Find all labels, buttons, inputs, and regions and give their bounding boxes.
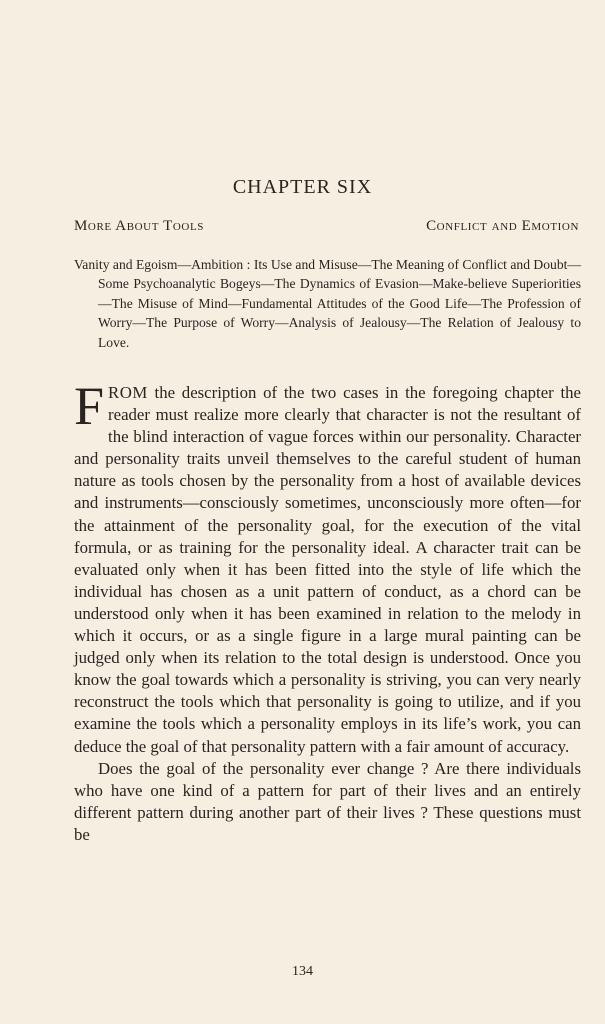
body-text [74, 376, 581, 846]
running-head-left: More About Tools [74, 218, 205, 234]
paragraph-2: Does the goal of the personality ever change ? Are there individuals who have one kind of a pattern for part of their lives and an entirely different pattern during another part of their lives ? These questions must be [74, 758, 581, 844]
first-word-rest: ROM [108, 383, 148, 402]
paragraph-1 [74, 376, 581, 758]
page-number: 134 [292, 964, 313, 979]
running-head-right: Conflict and Emotion [426, 218, 579, 234]
paragraph-1-text: the description of the two cases in the foregoing chapter the reader must realize more clearly that character is not the resultant of the blind interaction of vague forces within our personality. Character and personality traits unveil themselves to the careful student of human nature as tools chosen by the personality from a host of available devices and instruments—consciously sometimes, unconsciously more often—for the attainment of the personality goal, for the execution of the vital formula, or as training for the personality ideal. A character trait can be evaluated only when it has been fitted into the style of life which the individual has chosen as a unit pattern of conduct, as a chord can be understood only when it has been examined in relation to the melody in which it occurs, or as a single figure in a large mural painting can be judged only when its relation to the total design is understood. Once you know the goal towards which a personality is striving, you can very nearly reconstruct the tools which that personality is going to utilize, and if you examine the tools which a personality employs in its life’s work, you can deduce the goal of that personality pattern with a fair amount of accuracy. [74, 383, 581, 756]
drop-cap: F [74, 376, 105, 436]
chapter-synopsis: Vanity and Egoism—Ambition : Its Use and Misuse—The Meaning of Conflict and Doubt—Some Psychoanalytic Bogeys—The Dynamics of Evasion—Make-believe Superiorities—The Misuse of Mind—Fundamental Attitudes of the Good Life—The Profession of Worry—The Purpose of Worry—Analysis of Jealousy—The Relation of Jealousy to Love. [74, 257, 581, 350]
chapter-title: CHAPTER SIX [232, 176, 373, 198]
